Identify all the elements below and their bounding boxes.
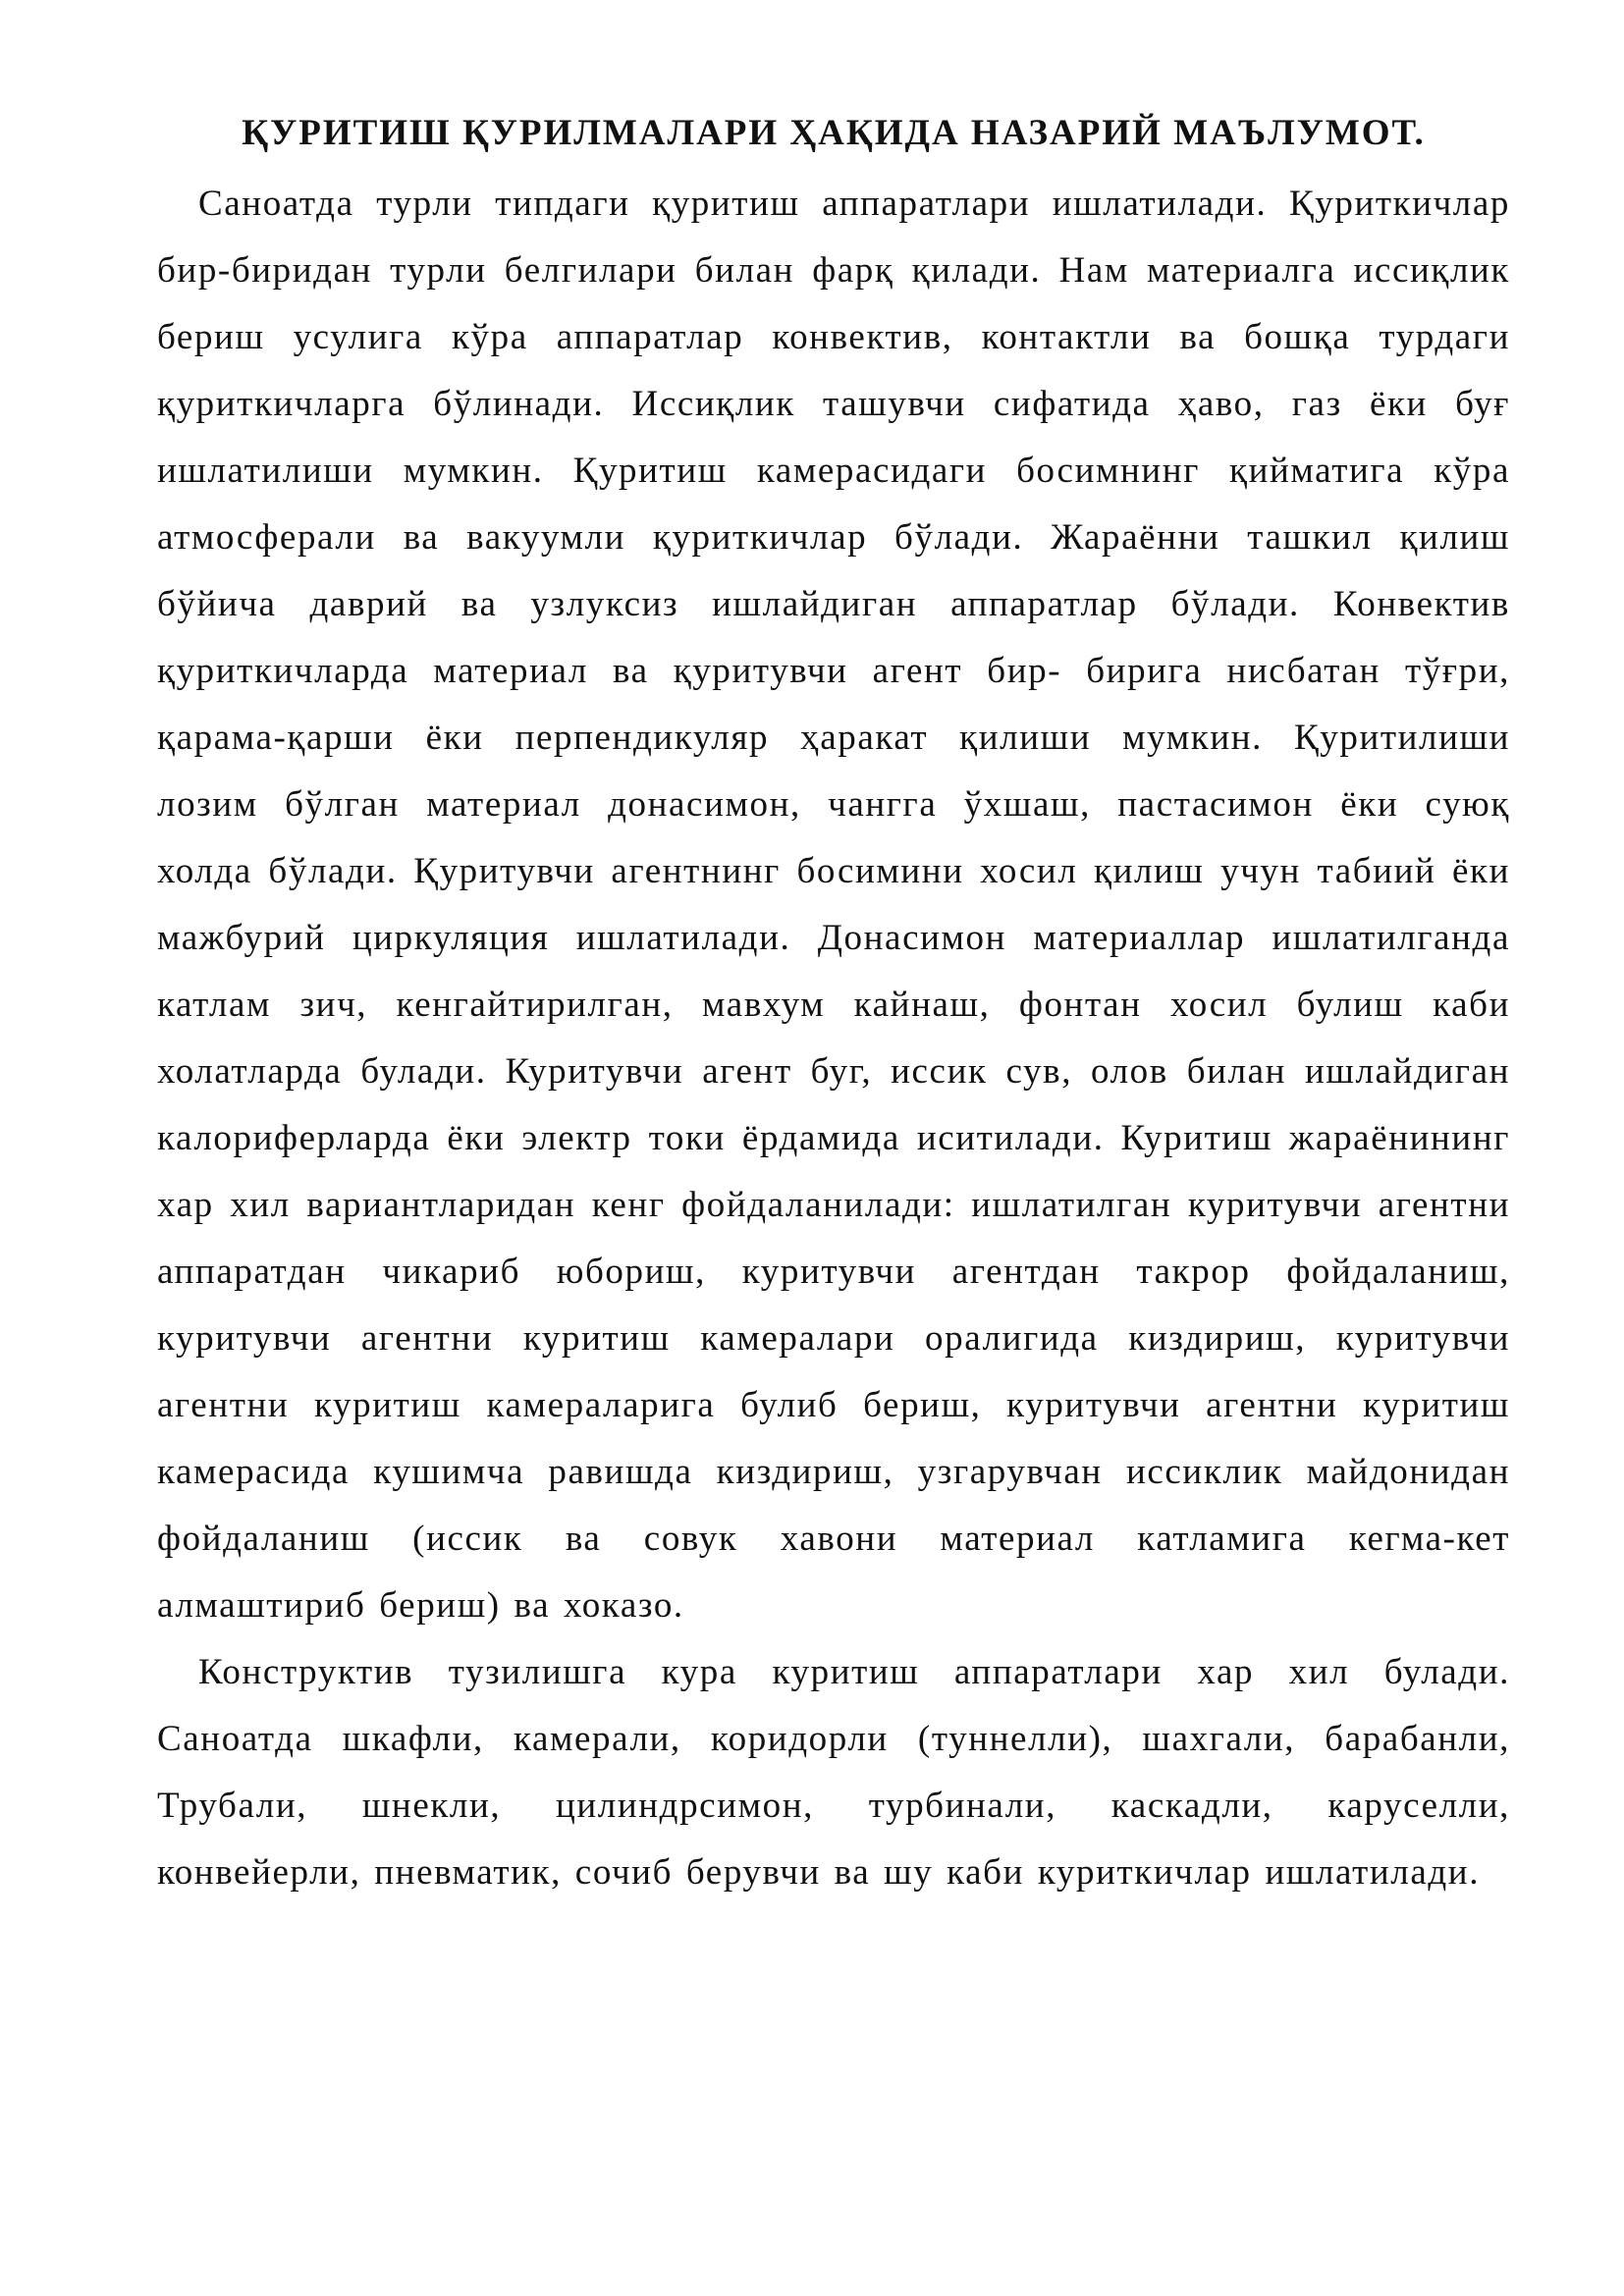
paragraph-dryer-constructions: Конструктив тузилишга кура куритиш аппаратлари хар хил булади. Саноатда шкафли, камерали, коридорли (туннелли), шахгали, барабанли, Трубали, шнекли, цилиндрсимон, турбинали, каскадли, каруселли, конвейерли, пневматик, сочиб берувчи ва шу каби куриткичлар ишлатилади. <box>157 1652 1510 1893</box>
document-page <box>157 110 1510 1906</box>
paragraph-drying-types: Саноатда турли типдаги қуритиш аппаратлари ишлатилади. Қуриткичлар бир-биридан турли белгилари билан фарқ қилади. Нам материалга иссиқлик бериш усулига кўра аппаратлар конвектив, контактли ва бошқа турдаги қуриткичларга бўлинади. Иссиқлик ташувчи сифатида ҳаво, газ ёки буғ ишлатилиши мумкин. Қуритиш камерасидаги босимнинг қийматига кўра атмосферали ва вакуумли қуриткичлар бўлади. Жараённи ташкил қилиш бўйича даврий ва узлуксиз ишлайдиган аппаратлар бўлади. Конвектив қуриткичларда материал ва қуритувчи агент бир- бирига нисбатан тўғри, қарама-қарши ёки перпендикуляр ҳаракат қилиши мумкин. Қуритилиши лозим бўлган материал донасимон, чангга ўхшаш, пастасимон ёки суюқ холда бўлади. Қуритувчи агентнинг босимини хосил қилиш учун табиий ёки мажбурий циркуляция ишлатилади. Донасимон материаллар ишлатилганда катлам зич, кенгайтирилган, мавхум кайнаш, фонтан хосил булиш каби холатларда булади. Куритувчи агент буг, иссик сув, олов билан ишлайдиган калориферларда ёки электр токи ёрдамида иситилади. Куритиш жараёнининг хар хил вариантларидан кенг фойдаланилади: ишлатилган куритувчи агентни аппаратдан чикариб юбориш, куритувчи агентдан такрор фойдаланиш, куритувчи агентни куритиш камералари оралигида киздириш, куритувчи агентни куритиш камераларига булиб бериш, куритувчи агентни куритиш камерасида кушимча равишда киздириш, узгарувчан иссиклик майдонидан фойдаланиш (иссик ва совук хавони материал катламига кегма-кет алмаштириб бериш) ва хоказо. <box>157 184 1510 1626</box>
document-title: ҚУРИТИШ ҚУРИЛМАЛАРИ ҲАҚИДА НАЗАРИЙ МАЪЛУМОТ. <box>242 113 1426 153</box>
